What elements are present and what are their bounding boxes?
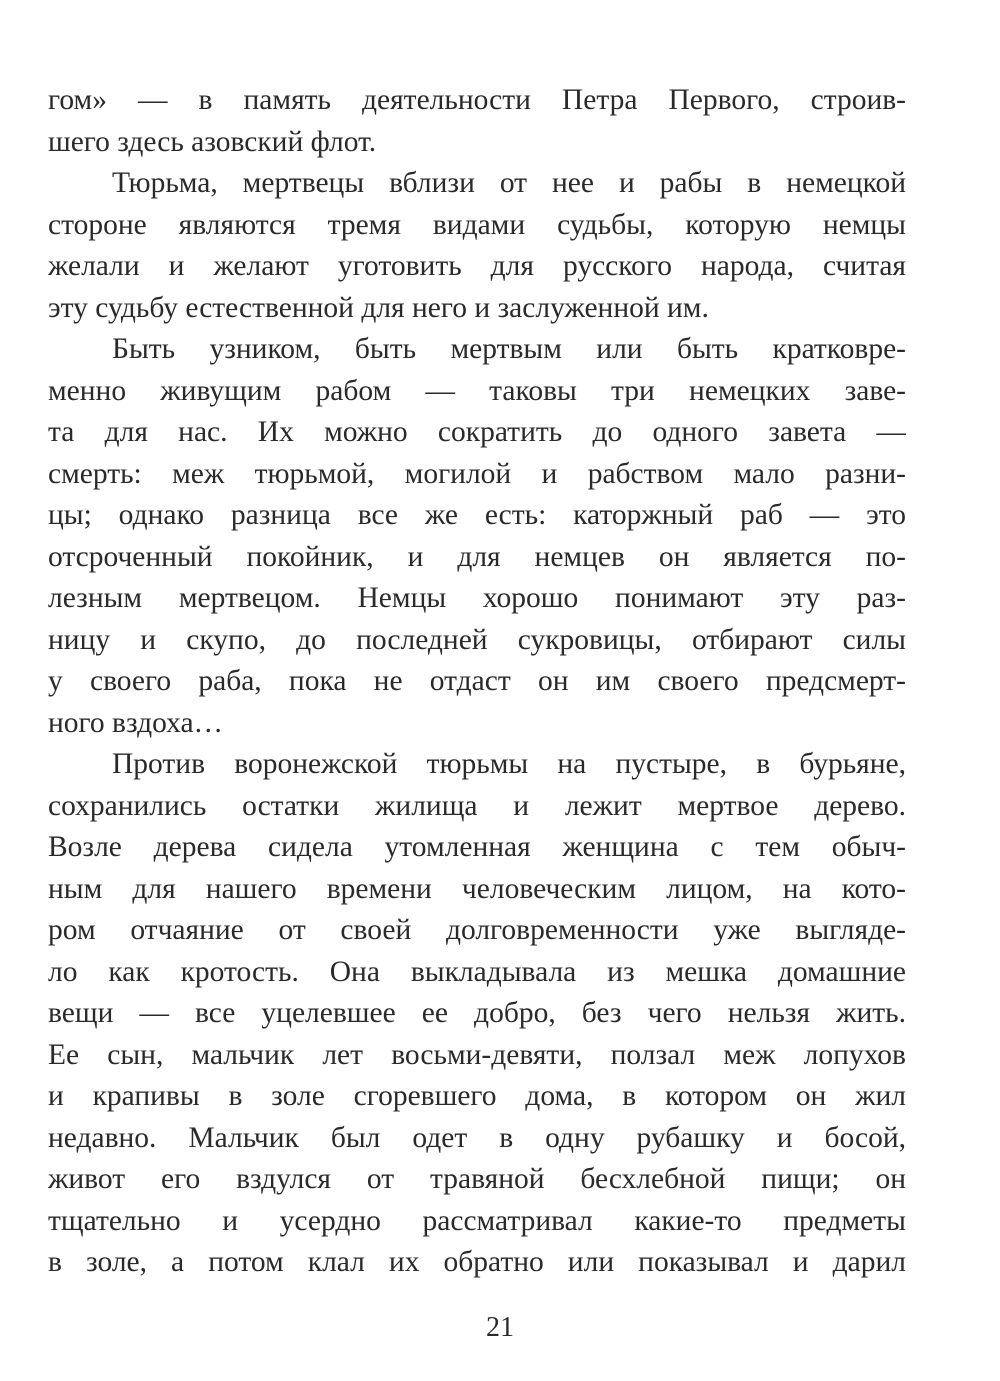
- text-line: смерть: меж тюрьмой, могилой и рабством мало разни-: [48, 457, 906, 490]
- text-line: желали и желают уготовить для русского народа, считая: [48, 250, 906, 282]
- text-line: ницу и скупо, до последней сукровицы, отбирают силы: [48, 623, 906, 656]
- text-line: сохранились остатки жилища и лежит мертвое дерево.: [48, 789, 906, 822]
- text-line: ным для нашего времени человеческим лицом, на кото-: [48, 872, 906, 905]
- text-line: в золе, а потом клал их обратно или показывал и дарил: [48, 1246, 906, 1278]
- text-line: вещи — все уцелевшее ее добро, без чего нельзя жить.: [48, 997, 906, 1029]
- text-line: Против воронежской тюрьмы на пустыре, в бурьяне,: [112, 748, 906, 780]
- text-line: Ее сын, мальчик лет восьми-девяти, ползал меж лопухов: [48, 1038, 906, 1071]
- text-line: Возле дерева сидела утомленная женщина с тем обыч-: [48, 831, 906, 863]
- page-number: 21: [486, 1312, 514, 1343]
- text-line: и крапивы в золе сгоревшего дома, в котором он жил: [48, 1080, 906, 1112]
- text-line: шего здесь азовский флот.: [48, 125, 377, 158]
- text-line: недавно. Мальчик был одет в одну рубашку и босой,: [48, 1121, 906, 1154]
- text-line: Быть узником, быть мертвым или быть кратковре-: [112, 333, 906, 365]
- text-line: ром отчаяние от своей долговременности уже выгляде-: [48, 914, 906, 946]
- text-line: отсроченный покойник, и для немцев он является по-: [48, 540, 906, 573]
- text-line: гом» — в память деятельности Петра Первого, строив-: [48, 84, 906, 116]
- text-line: у своего раба, пока не отдаст он им своего предсмерт-: [48, 665, 906, 697]
- text-line: цы; однако разница все же есть: каторжный раб — это: [48, 499, 906, 531]
- text-line: лезным мертвецом. Немцы хорошо понимают эту раз-: [48, 582, 906, 614]
- text-line: Тюрьма, мертвецы вблизи от нее и рабы в немецкой: [112, 167, 906, 199]
- text-line: ного вздоха…: [48, 706, 224, 739]
- text-line: менно живущим рабом — таковы три немецких заве-: [48, 374, 906, 407]
- text-line: ло как кротость. Она выкладывала из мешка домашние: [48, 955, 906, 988]
- body-text: [48, 80, 906, 1284]
- text-line: тщательно и усердно рассматривал какие-то предметы: [48, 1204, 906, 1237]
- text-line: эту судьбу естественной для него и заслуженной им.: [48, 291, 709, 324]
- text-line: живот его вздулся от травяной бесхлебной пищи; он: [48, 1163, 906, 1195]
- text-line: стороне являются тремя видами судьбы, которую немцы: [48, 208, 906, 241]
- text-line: та для нас. Их можно сократить до одного завета —: [48, 416, 906, 448]
